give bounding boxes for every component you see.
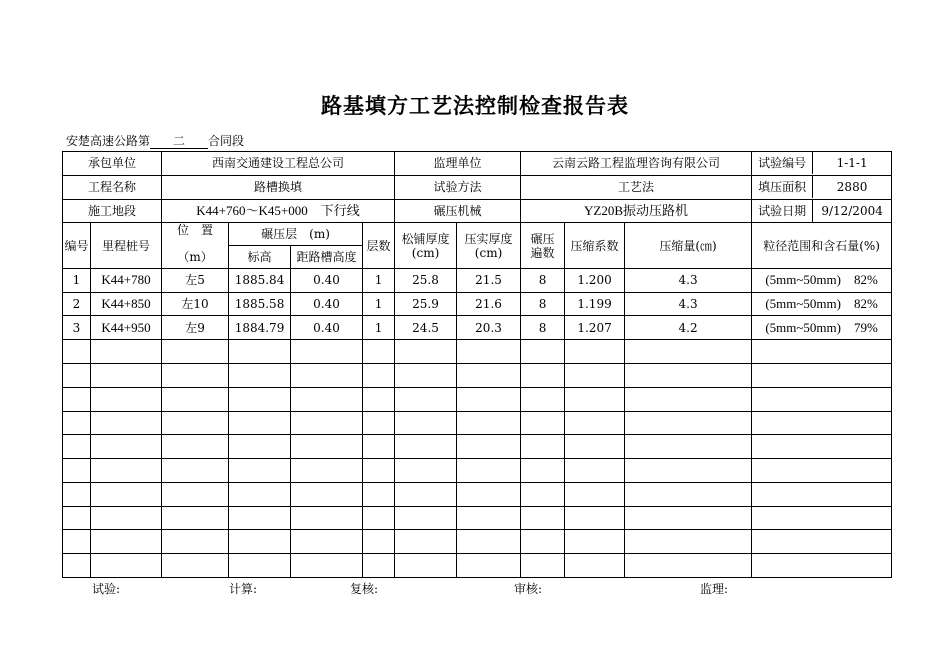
- empty-cell: [63, 530, 91, 554]
- empty-cell: [752, 363, 892, 387]
- row-station-cell: K44+850: [91, 292, 162, 316]
- empty-cell: [229, 482, 291, 506]
- empty-cell: [91, 435, 162, 459]
- test-no-label: 试验编号: [752, 152, 813, 174]
- row-layers-cell: 1: [363, 292, 395, 316]
- empty-cell: [457, 340, 521, 364]
- machine-value: YZ20B振动压路机: [521, 199, 752, 223]
- header-loose: 松铺厚度(cm): [395, 223, 457, 268]
- empty-cell: [395, 387, 457, 411]
- header-no: 编号: [63, 223, 91, 268]
- empty-cell: [521, 482, 565, 506]
- contractor-value: 西南交通建设工程总公司: [162, 152, 395, 176]
- empty-cell: [91, 530, 162, 554]
- empty-cell: [162, 363, 229, 387]
- empty-cell: [363, 363, 395, 387]
- empty-cell: [625, 530, 752, 554]
- area-cell: [752, 175, 892, 199]
- empty-cell: [565, 482, 625, 506]
- empty-cell: [625, 506, 752, 530]
- empty-cell: [63, 506, 91, 530]
- row-no-cell: 1: [63, 268, 91, 292]
- empty-cell: [752, 340, 892, 364]
- empty-cell: [521, 506, 565, 530]
- row-loose-cell: 24.5: [395, 316, 457, 340]
- empty-cell: [91, 363, 162, 387]
- row-passes-cell: 8: [521, 316, 565, 340]
- row-amount-cell: 4.3: [625, 268, 752, 292]
- table-row: [63, 316, 892, 340]
- empty-table-row: [63, 340, 892, 364]
- empty-cell: [395, 435, 457, 459]
- row-grain-cell: (5mm~50mm) 82%: [752, 292, 892, 316]
- row-compacted-cell: 20.3: [457, 316, 521, 340]
- row-loose-cell: 25.9: [395, 292, 457, 316]
- row-position-cell: 左5: [162, 268, 229, 292]
- empty-cell: [752, 387, 892, 411]
- row-no-cell: 2: [63, 292, 91, 316]
- empty-cell: [521, 554, 565, 578]
- empty-cell: [625, 459, 752, 483]
- contract-section-line: [66, 132, 244, 149]
- empty-cell: [521, 530, 565, 554]
- footer-calc: 计算:: [229, 582, 258, 596]
- empty-cell: [291, 482, 363, 506]
- empty-cell: [521, 363, 565, 387]
- header-grain: 粒径范围和含石量(%): [752, 223, 892, 268]
- header-elevation: 标高: [229, 246, 291, 269]
- test-no-cell: [752, 152, 892, 176]
- empty-cell: [291, 506, 363, 530]
- empty-cell: [752, 482, 892, 506]
- empty-cell: [162, 387, 229, 411]
- row-position-cell: 左9: [162, 316, 229, 340]
- header-passes: 碾压遍数: [521, 223, 565, 268]
- empty-cell: [91, 506, 162, 530]
- header-coef: 压缩系数: [565, 223, 625, 268]
- empty-cell: [229, 435, 291, 459]
- empty-cell: [91, 387, 162, 411]
- empty-cell: [363, 530, 395, 554]
- footer-test: 试验:: [92, 582, 121, 596]
- empty-cell: [291, 340, 363, 364]
- empty-table-row: [63, 506, 892, 530]
- row-elevation-cell: 1885.84: [229, 268, 291, 292]
- empty-cell: [457, 459, 521, 483]
- empty-cell: [395, 340, 457, 364]
- table-row: [63, 292, 892, 316]
- empty-cell: [63, 554, 91, 578]
- empty-cell: [63, 459, 91, 483]
- supervisor-value: 云南云路工程监理咨询有限公司: [521, 152, 752, 176]
- empty-cell: [229, 530, 291, 554]
- empty-cell: [565, 459, 625, 483]
- row-coef-cell: 1.199: [565, 292, 625, 316]
- row-no-cell: 3: [63, 316, 91, 340]
- empty-cell: [291, 363, 363, 387]
- section-prefix: 安楚高速公路第: [66, 134, 151, 148]
- footer-review: 复核:: [350, 582, 379, 596]
- empty-cell: [457, 530, 521, 554]
- supervisor-label: 监理单位: [395, 152, 521, 176]
- site-label: 施工地段: [63, 199, 162, 223]
- empty-cell: [91, 554, 162, 578]
- empty-cell: [395, 482, 457, 506]
- empty-cell: [752, 435, 892, 459]
- header-compacted: 压实厚度(cm): [457, 223, 521, 268]
- empty-cell: [565, 340, 625, 364]
- empty-cell: [752, 459, 892, 483]
- empty-cell: [229, 363, 291, 387]
- row-coef-cell: 1.200: [565, 268, 625, 292]
- empty-cell: [291, 530, 363, 554]
- empty-cell: [457, 435, 521, 459]
- empty-cell: [229, 506, 291, 530]
- empty-cell: [752, 530, 892, 554]
- empty-cell: [565, 506, 625, 530]
- empty-cell: [395, 459, 457, 483]
- contractor-label: 承包单位: [63, 152, 162, 176]
- empty-cell: [752, 506, 892, 530]
- test-no-value: 1-1-1: [836, 156, 868, 171]
- empty-cell: [395, 530, 457, 554]
- empty-cell: [229, 554, 291, 578]
- row-layers-cell: 1: [363, 268, 395, 292]
- empty-cell: [625, 411, 752, 435]
- empty-cell: [457, 363, 521, 387]
- empty-table-row: [63, 411, 892, 435]
- header-amount: 压缩量(㎝): [625, 223, 752, 268]
- footer-supervise: 监理:: [700, 582, 729, 596]
- header-distance: 距路槽高度: [291, 246, 363, 269]
- date-cell: [752, 199, 892, 223]
- info-row: [63, 152, 892, 176]
- empty-cell: [457, 554, 521, 578]
- row-elevation-cell: 1884.79: [229, 316, 291, 340]
- empty-cell: [229, 387, 291, 411]
- machine-label: 碾压机械: [395, 199, 521, 223]
- empty-cell: [291, 411, 363, 435]
- row-coef-cell: 1.207: [565, 316, 625, 340]
- empty-cell: [457, 482, 521, 506]
- empty-cell: [752, 554, 892, 578]
- empty-table-row: [63, 554, 892, 578]
- info-row: [63, 199, 892, 223]
- empty-cell: [521, 387, 565, 411]
- header-position-unit: （m）: [162, 246, 229, 269]
- empty-cell: [565, 411, 625, 435]
- empty-cell: [291, 387, 363, 411]
- date-label: 试验日期: [752, 200, 813, 222]
- empty-cell: [363, 482, 395, 506]
- project-label: 工程名称: [63, 175, 162, 199]
- empty-cell: [291, 435, 363, 459]
- info-row: [63, 175, 892, 199]
- method-value: 工艺法: [521, 175, 752, 199]
- row-passes-cell: 8: [521, 268, 565, 292]
- empty-cell: [625, 554, 752, 578]
- row-grain-cell: (5mm~50mm) 79%: [752, 316, 892, 340]
- section-number: 二: [150, 135, 208, 149]
- empty-cell: [363, 340, 395, 364]
- empty-cell: [457, 506, 521, 530]
- header-row: [63, 223, 892, 246]
- header-station: 里程桩号: [91, 223, 162, 268]
- row-distance-cell: 0.40: [291, 316, 363, 340]
- row-station-cell: K44+950: [91, 316, 162, 340]
- empty-cell: [229, 340, 291, 364]
- empty-cell: [162, 411, 229, 435]
- empty-cell: [565, 530, 625, 554]
- area-value: 2880: [836, 180, 868, 195]
- date-value: 9/12/2004: [821, 203, 883, 218]
- empty-cell: [457, 411, 521, 435]
- empty-cell: [565, 363, 625, 387]
- empty-cell: [363, 459, 395, 483]
- row-elevation-cell: 1885.58: [229, 292, 291, 316]
- empty-cell: [625, 435, 752, 459]
- empty-cell: [625, 363, 752, 387]
- empty-table-row: [63, 459, 892, 483]
- area-label: 填压面积: [752, 176, 813, 198]
- project-value: 路槽换填: [162, 175, 395, 199]
- empty-table-row: [63, 363, 892, 387]
- report-title: 路基填方工艺法控制检查报告表: [321, 94, 629, 118]
- empty-cell: [162, 340, 229, 364]
- empty-cell: [625, 340, 752, 364]
- empty-cell: [625, 482, 752, 506]
- empty-cell: [521, 340, 565, 364]
- empty-cell: [162, 506, 229, 530]
- empty-cell: [395, 554, 457, 578]
- empty-cell: [363, 435, 395, 459]
- empty-cell: [63, 435, 91, 459]
- row-layers-cell: 1: [363, 316, 395, 340]
- empty-table-row: [63, 530, 892, 554]
- empty-cell: [363, 554, 395, 578]
- row-amount-cell: 4.2: [625, 316, 752, 340]
- empty-cell: [63, 411, 91, 435]
- row-compacted-cell: 21.6: [457, 292, 521, 316]
- empty-cell: [395, 506, 457, 530]
- header-layers: 层数: [363, 223, 395, 268]
- method-label: 试验方法: [395, 175, 521, 199]
- empty-cell: [395, 363, 457, 387]
- row-distance-cell: 0.40: [291, 268, 363, 292]
- row-loose-cell: 25.8: [395, 268, 457, 292]
- empty-table-row: [63, 435, 892, 459]
- empty-cell: [521, 435, 565, 459]
- empty-cell: [395, 411, 457, 435]
- row-station-cell: K44+780: [91, 268, 162, 292]
- empty-cell: [162, 530, 229, 554]
- empty-cell: [363, 387, 395, 411]
- site-value: K44+760～K45+000 下行线: [162, 199, 395, 223]
- empty-cell: [91, 340, 162, 364]
- row-distance-cell: 0.40: [291, 292, 363, 316]
- empty-table-row: [63, 482, 892, 506]
- empty-cell: [521, 411, 565, 435]
- row-passes-cell: 8: [521, 292, 565, 316]
- row-compacted-cell: 21.5: [457, 268, 521, 292]
- empty-cell: [162, 435, 229, 459]
- empty-cell: [229, 459, 291, 483]
- empty-cell: [162, 459, 229, 483]
- empty-table-row: [63, 387, 892, 411]
- empty-cell: [625, 387, 752, 411]
- empty-cell: [229, 411, 291, 435]
- empty-cell: [565, 554, 625, 578]
- empty-cell: [63, 340, 91, 364]
- section-suffix: 合同段: [208, 134, 245, 148]
- empty-cell: [63, 363, 91, 387]
- empty-cell: [565, 435, 625, 459]
- empty-cell: [63, 387, 91, 411]
- header-layer-group: 碾压层 (m): [229, 223, 363, 246]
- row-position-cell: 左10: [162, 292, 229, 316]
- empty-cell: [291, 554, 363, 578]
- header-position: 位 置: [162, 223, 229, 246]
- empty-cell: [752, 411, 892, 435]
- empty-cell: [363, 506, 395, 530]
- empty-cell: [91, 459, 162, 483]
- empty-cell: [162, 554, 229, 578]
- table-row: [63, 268, 892, 292]
- empty-cell: [521, 459, 565, 483]
- empty-cell: [457, 387, 521, 411]
- empty-cell: [363, 411, 395, 435]
- report-table: [62, 151, 892, 578]
- empty-cell: [91, 482, 162, 506]
- empty-cell: [162, 482, 229, 506]
- empty-cell: [63, 482, 91, 506]
- row-amount-cell: 4.3: [625, 292, 752, 316]
- empty-cell: [291, 459, 363, 483]
- empty-cell: [565, 387, 625, 411]
- footer-audit: 审核:: [514, 582, 543, 596]
- row-grain-cell: (5mm~50mm) 82%: [752, 268, 892, 292]
- empty-cell: [91, 411, 162, 435]
